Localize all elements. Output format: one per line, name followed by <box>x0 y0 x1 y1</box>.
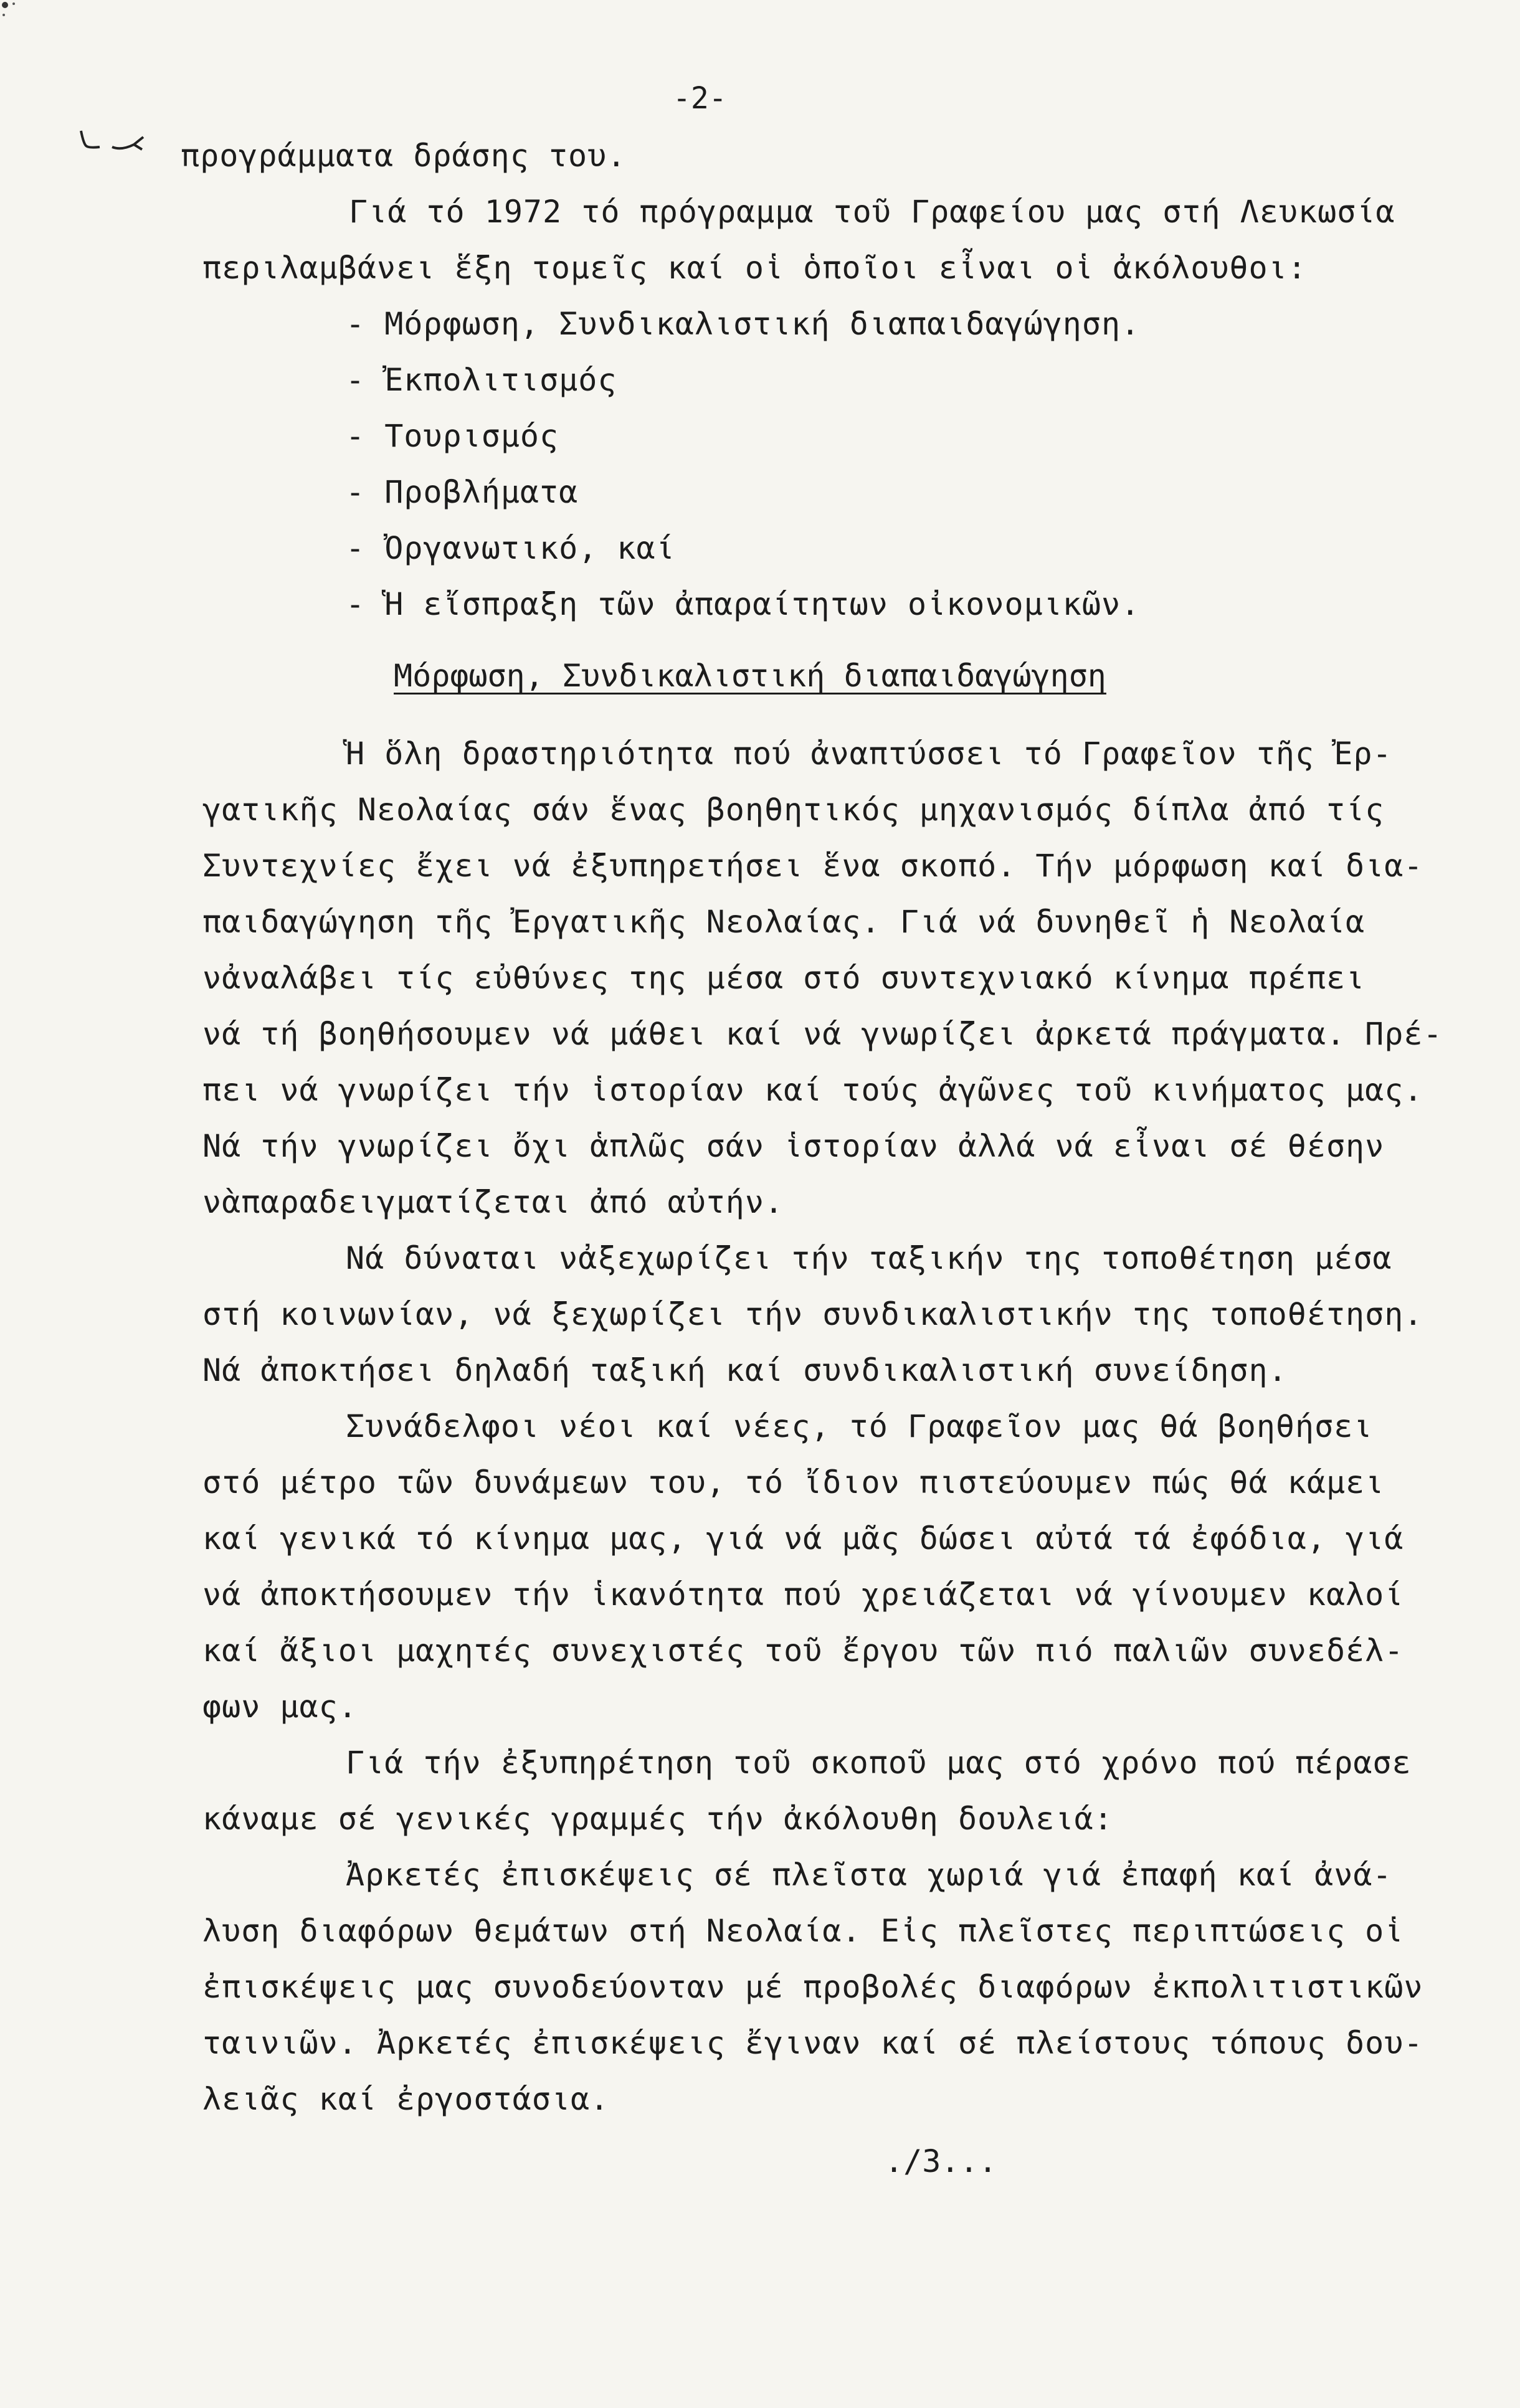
body-line: νά ἀποκτήσουμεν τήν ἱκανότητα πού χρειάζεται νά γίνουμεν καλοί <box>202 1576 1404 1613</box>
sector-item: - Τουρισμός <box>346 418 559 454</box>
text-line-intro-2: Γιά τό 1972 τό πρόγραμμα τοῦ Γραφείου μας στή Λευκωσία <box>349 194 1395 230</box>
body-line: Νά δύναται νἀξεχωρίζει τήν ταξικήν της τοποθέτηση μέσα <box>346 1240 1392 1276</box>
scan-smudge-mark <box>0 0 37 37</box>
body-line: παιδαγώγηση τῆς Ἐργατικῆς Νεολαίας. Γιά νά δυνηθεῖ ἡ Νεολαία <box>202 904 1366 940</box>
sector-item: - Ὀργανωτικό, καί <box>346 530 675 566</box>
body-line: Συντεχνίες ἔχει νά ἐξυπηρετήσει ἕνα σκοπό. Τήν μόρφωση καί δια- <box>202 848 1423 884</box>
body-line: πει νά γνωρίζει τήν ἱστορίαν καί τούς ἀγῶνες τοῦ κινήματος μας. <box>202 1072 1423 1108</box>
body-line: ἐπισκέψεις μας συνοδεύονταν μέ προβολές διαφόρων ἐκπολιτιστικῶν <box>202 1969 1423 2005</box>
body-line: στή κοινωνίαν, νά ξεχωρίζει τήν συνδικαλιστικήν της τοποθέτηση. <box>202 1296 1423 1332</box>
body-line: Ἀρκετές ἐπισκέψεις σέ πλεῖστα χωριά γιά ἐπαφή καί ἀνά- <box>346 1857 1392 1893</box>
next-page-indicator: ./3... <box>885 2143 997 2179</box>
body-line: καί ἄξιοι μαχητές συνεχιστές τοῦ ἔργου τῶν πιό παλιῶν συνεδέλ- <box>202 1633 1404 1669</box>
sector-item: - Μόρφωση, Συνδικαλιστική διαπαιδαγώγηση. <box>346 306 1141 342</box>
body-line: κάναμε σέ γενικές γραμμές τήν ἀκόλουθη δουλειά: <box>202 1801 1113 1837</box>
body-line: ταινιῶν. Ἀρκετές ἐπισκέψεις ἔγιναν καί σέ πλείστους τόπους δου- <box>202 2025 1423 2061</box>
body-line: Νά ἀποκτήσει δηλαδή ταξική καί συνδικαλιστική συνείδηση. <box>202 1352 1288 1388</box>
sector-item: - Ἡ εἴσπραξη τῶν ἀπαραίτητων οἰκονομικῶν. <box>346 586 1141 622</box>
body-line: λειᾶς καί ἐργοστάσια. <box>202 2081 610 2117</box>
body-line: νἀναλάβει τίς εὐθύνες της μέσα στό συντεχνιακό κίνημα πρέπει <box>202 960 1366 996</box>
body-line: λυση διαφόρων θεμάτων στή Νεολαία. Εἰς πλεῖστες περιπτώσεις οἱ <box>202 1913 1404 1949</box>
text-line-intro-3: περιλαμβάνει ἕξη τομεῖς καί οἱ ὁποῖοι εἶναι οἱ ἀκόλουθοι: <box>202 250 1307 286</box>
sector-item: - Ἐκπολιτισμός <box>346 362 617 398</box>
page-number: -2- <box>673 81 727 116</box>
handwritten-margin-mark <box>75 118 168 162</box>
body-line: γατικῆς Νεολαίας σάν ἕνας βοηθητικός μηχανισμός δίπλα ἀπό τίς <box>202 792 1385 828</box>
section-heading: Μόρφωση, Συνδικαλιστική διαπαιδαγώγηση <box>394 658 1106 694</box>
body-line: νά τή βοηθήσουμεν νά μάθει καί νά γνωρίζει ἀρκετά πράγματα. Πρέ- <box>202 1016 1443 1052</box>
text-line-intro-1: προγράμματα δράσης του. <box>181 138 627 174</box>
body-line: Ἡ ὅλη δραστηριότητα πού ἀναπτύσσει τό Γραφεῖον τῆς Ἐρ- <box>346 736 1392 772</box>
body-line: στό μέτρο τῶν δυνάμεων του, τό ἴδιον πιστεύουμεν πώς θά κάμει <box>202 1464 1385 1500</box>
body-line: Νά τήν γνωρίζει ὄχι ἁπλῶς σάν ἱστορίαν ἀλλά νά εἶναι σέ θέσην <box>202 1128 1385 1164</box>
sector-item: - Προβλήματα <box>346 474 579 510</box>
body-line: καί γενικά τό κίνημα μας, γιά νά μᾶς δώσει αὐτά τά ἐφόδια, γιά <box>202 1520 1404 1557</box>
body-line: νὰπαραδειγματίζεται ἀπό αὐτήν. <box>202 1184 784 1220</box>
body-line: φων μας. <box>202 1689 358 1725</box>
body-line: Συνάδελφοι νέοι καί νέες, τό Γραφεῖον μας θά βοηθήσει <box>346 1408 1373 1444</box>
body-line: Γιά τήν ἐξυπηρέτηση τοῦ σκοποῦ μας στό χρόνο πού πέρασε <box>346 1745 1412 1781</box>
